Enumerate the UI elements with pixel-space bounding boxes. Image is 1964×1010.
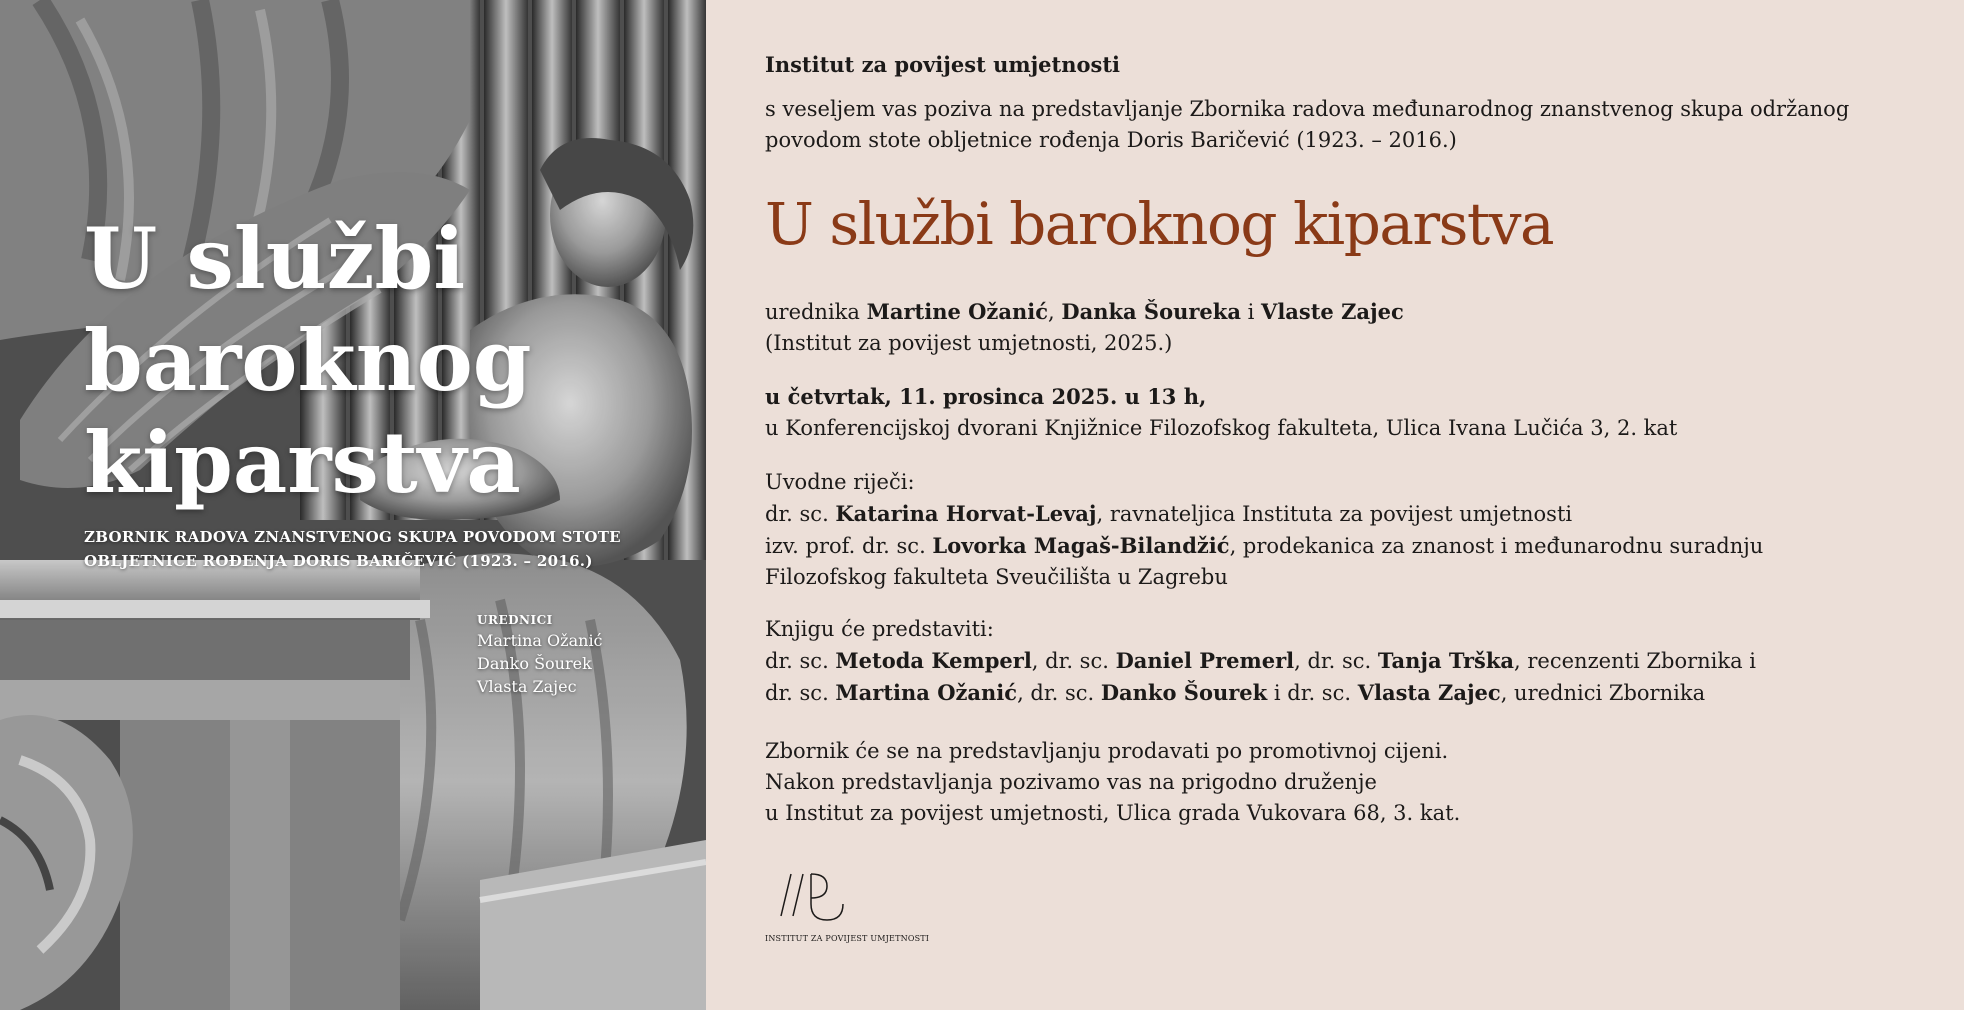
invite-line: s veseljem vas poziva na predstavljanje Zbornika radova međunarodnog znanstvenog skupa održanog	[765, 97, 1850, 121]
cover-editor-name: Martina Ožanić	[477, 631, 603, 650]
presenter-title: dr. sc.	[765, 681, 836, 705]
editor-name: Danka Šoureka	[1061, 299, 1241, 324]
separator: i	[1240, 300, 1262, 324]
speaker-line	[765, 498, 1763, 530]
cover-title	[84, 208, 531, 514]
logo-text: INSTITUT ZA POVIJEST UMJETNOSTI	[765, 934, 930, 943]
presenters-block	[765, 614, 1756, 709]
speaker-line	[765, 530, 1763, 562]
presenter-name: Metoda Kemperl	[835, 648, 1032, 673]
book-cover	[0, 0, 706, 1010]
event-date-text: u četvrtak, 11. prosinca 2025. u 13 h,	[765, 384, 1207, 409]
editors-prefix: urednika	[765, 300, 867, 324]
presenter-name: Vlasta Zajec	[1357, 680, 1501, 705]
presenters-line	[765, 645, 1756, 677]
speaker-role: , ravnateljica Instituta za povijest umjetnosti	[1096, 502, 1573, 526]
cover-title-line: kiparstva	[84, 413, 521, 512]
presenters-line	[765, 677, 1756, 709]
presenter-name: Martina Ožanić	[835, 680, 1018, 705]
opening-remarks-block	[765, 467, 1763, 593]
closing-block	[765, 736, 1460, 829]
institute-name: Institut za povijest umjetnosti	[765, 52, 1121, 77]
presenter-title: , dr. sc.	[1031, 649, 1116, 673]
presenter-title: , dr. sc.	[1017, 681, 1101, 705]
editors-block	[765, 296, 1404, 359]
book-title: U službi baroknog kiparstva	[765, 190, 1554, 258]
closing-line: u Institut za povijest umjetnosti, Ulica grada Vukovara 68, 3. kat.	[765, 801, 1461, 825]
presenter-name: Tanja Trška	[1377, 648, 1515, 673]
event-venue: u Konferencijskoj dvorani Knjižnice Filozofskog fakulteta, Ulica Ivana Lučića 3, 2. kat	[765, 416, 1678, 440]
presenter-role: , recenzenti Zbornika i	[1514, 649, 1757, 673]
presenter-title: i dr. sc.	[1267, 681, 1358, 705]
speaker-name: Katarina Horvat-Levaj	[835, 501, 1097, 526]
presenter-name: Danko Šourek	[1100, 680, 1268, 705]
cover-subtitle	[84, 525, 624, 573]
closing-line: Nakon predstavljanja pozivamo vas na prigodno druženje	[765, 770, 1377, 794]
event-date	[765, 381, 1677, 413]
cover-title-line: baroknog	[84, 311, 532, 410]
presenter-role: , urednici Zbornika	[1500, 681, 1706, 705]
speaker-title: dr. sc.	[765, 502, 836, 526]
speaker-title: izv. prof. dr. sc.	[765, 534, 933, 558]
presenters-heading: Knjigu će predstaviti:	[765, 617, 994, 641]
presenter-name: Daniel Premerl	[1115, 648, 1295, 673]
opening-heading: Uvodne riječi:	[765, 470, 915, 494]
cover-subtitle-line: OBLJETNICE ROĐENJA DORIS BARIČEVIĆ (1923. – 2016.)	[84, 552, 593, 570]
publisher-line: (Institut za povijest umjetnosti, 2025.)	[765, 331, 1173, 355]
cover-editor-name: Danko Šourek	[477, 654, 592, 673]
speaker-role: , prodekanica za znanost i međunarodnu suradnju	[1229, 534, 1764, 558]
editors-line	[765, 296, 1404, 328]
cover-editor-name: Vlasta Zajec	[477, 677, 577, 696]
separator: ,	[1048, 300, 1062, 324]
closing-line: Zbornik će se na predstavljanju prodavati po promotivnoj cijeni.	[765, 739, 1449, 763]
presenter-title: dr. sc.	[765, 649, 836, 673]
cover-editors	[477, 611, 603, 698]
speaker-name: Lovorka Magaš-Bilandžić	[932, 533, 1230, 558]
cover-editors-label: UREDNICI	[477, 613, 553, 627]
institute-logo-icon	[765, 868, 875, 928]
cover-title-line: U službi	[84, 209, 466, 308]
editor-name: Vlaste Zajec	[1261, 299, 1404, 324]
invite-line: povodom stote obljetnice rođenja Doris Baričević (1923. – 2016.)	[765, 128, 1457, 152]
event-block	[765, 381, 1677, 444]
speaker-role-continued: Filozofskog fakulteta Sveučilišta u Zagrebu	[765, 565, 1228, 589]
cover-subtitle-line: ZBORNIK RADOVA ZNANSTVENOG SKUPA POVODOM STOTE	[84, 528, 621, 546]
invite-text	[765, 94, 1849, 156]
editor-name: Martine Ožanić	[866, 299, 1049, 324]
presenter-title: , dr. sc.	[1294, 649, 1378, 673]
